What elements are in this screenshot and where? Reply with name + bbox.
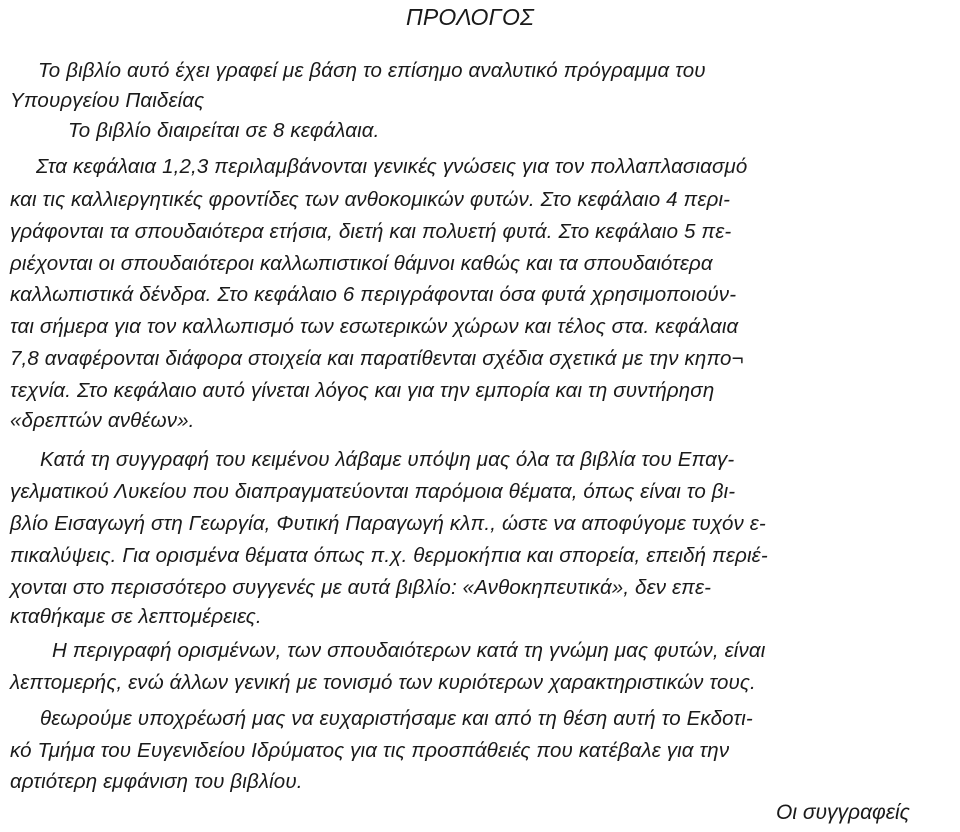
signature: Οι συγγραφείς xyxy=(776,801,910,824)
text-line: κταθήκαμε σε λεπτομέρειες. xyxy=(10,605,262,628)
text-line: και τις καλλιεργητικές φροντίδες των ανθοκομικών φυτών. Στο κεφάλαιο 4 περι- xyxy=(10,188,731,211)
text-line: λεπτομερής, ενώ άλλων γενική με τονισμό των κυριότερων χαρακτηριστικών τους. xyxy=(10,671,756,694)
text-line: πικαλύψεις. Για ορισμένα θέματα όπως π.χ. θερμοκήπια και σπορεία, επειδή περιέ- xyxy=(10,544,768,567)
text-line: Το βιβλίο αυτό έχει γραφεί με βάση το επίσημο αναλυτικό πρόγραμμα του xyxy=(38,59,706,82)
text-line: 7,8 αναφέρονται διάφορα στοιχεία και παρατίθενται σχέδια σχετικά με την κηπο¬ xyxy=(10,347,744,370)
text-line: θεωρούμε υποχρέωσή μας να ευχαριστήσαμε και από τη θέση αυτή το Εκδοτι- xyxy=(40,707,753,730)
text-line: ται σήμερα για τον καλλωπισμό των εσωτερικών χώρων και τέλος στα. κεφάλαια xyxy=(10,315,739,338)
text-line: καλλωπιστικά δένδρα. Στο κεφάλαιο 6 περιγράφονται όσα φυτά χρησιμοποιούν- xyxy=(10,283,737,306)
text-line: χονται στο περισσότερο συγγενές με αυτά βιβλίο: «Ανθοκηπευτικά», δεν επε- xyxy=(10,576,712,599)
text-line: αρτιότερη εμφάνιση του βιβλίου. xyxy=(10,770,303,793)
text-line: Κατά τη συγγραφή του κειμένου λάβαμε υπόψη μας όλα τα βιβλία του Επαγ- xyxy=(40,448,735,471)
text-line: γράφονται τα σπουδαιότερα ετήσια, διετή και πολυετή φυτά. Στο κεφάλαιο 5 πε- xyxy=(10,220,732,243)
text-line: Το βιβλίο διαιρείται σε 8 κεφάλαια. xyxy=(68,119,380,142)
text-line: Η περιγραφή ορισμένων, των σπουδαιότερων κατά τη γνώμη μας φυτών, είναι xyxy=(52,639,766,662)
text-line: τεχνία. Στο κεφάλαιο αυτό γίνεται λόγος και για την εμπορία και τη συντήρηση xyxy=(10,379,715,402)
text-line: βλίο Εισαγωγή στη Γεωργία, Φυτική Παραγωγή κλπ., ώστε να αποφύγομε τυχόν ε- xyxy=(10,512,766,535)
text-line: Υπουργείου Παιδείας xyxy=(10,89,205,112)
text-line: ριέχονται οι σπουδαιότεροι καλλωπιστικοί θάμνοι καθώς και τα σπουδαιότερα xyxy=(10,252,713,275)
page-title: ΠΡΟΛΟΓΟΣ xyxy=(405,4,535,30)
text-line: Στα κεφάλαια 1,2,3 περιλαμβάνονται γενικές γνώσεις για τον πολλαπλασιασμό xyxy=(36,155,748,178)
text-line: γελματικού Λυκείου που διαπραγματεύονται παρόμοια θέματα, όπως είναι το βι- xyxy=(10,480,736,503)
text-line: «δρεπτών ανθέων». xyxy=(10,409,195,432)
text-line: κό Τμήμα του Ευγενιδείου Ιδρύματος για τις προσπάθειές που κατέβαλε για την xyxy=(10,739,730,762)
